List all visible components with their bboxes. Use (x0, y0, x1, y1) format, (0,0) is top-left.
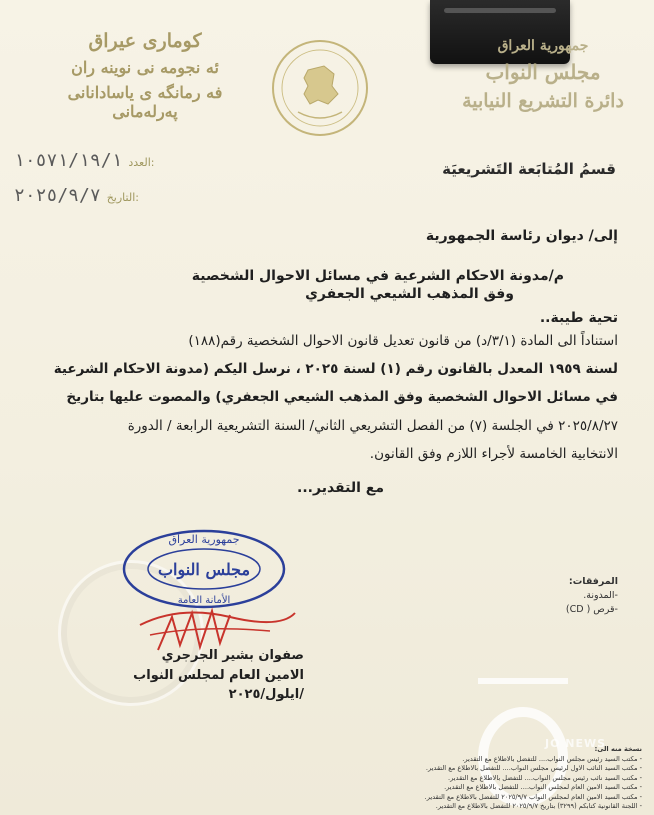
subject-line-2: وفق المذهب الشيعي الجعفري (305, 286, 514, 302)
copy-line: - مكتب السيد الامين العام لمجلس النواب ٢٠٢٥/٩/٧ للتفضل بالاطلاع مع التقدير. (424, 792, 642, 801)
subject-line-1: م/مدونة الاحكام الشرعية في مسائل الاحوال الشخصية (191, 268, 564, 284)
copy-line: - اللجنة القانونية كتابكم (٣٢٩٩) بتاريخ ٢٠٢٥/٩/٧ للتفضل بالاطلاع مع التقدير. (435, 802, 642, 810)
header-kurdish-line-3: فه رمانگه ی یاسادانانی پەرلەمانی (67, 83, 223, 121)
watermark-label: JO NEWS (545, 737, 607, 750)
stamp-center-text: مجلس النواب (157, 560, 251, 579)
section-title: قسمُ المُتابَعة التَشريعيَة (442, 160, 616, 178)
greeting: تحية طيبة.. (539, 310, 618, 326)
signatory-name: صفوان بشير الجرجري (161, 648, 304, 663)
stamp-bottom-text: الأمانة العامة (177, 595, 231, 606)
body-line-4: ٢٠٢٥/٨/٢٧ في الجلسة (٧) من الفصل التشريعي الثاني/ السنة التشريعية الرابعة / الدورة (127, 418, 618, 434)
header-kurdish-line-1: كوماری عیراق (88, 30, 202, 52)
stamp-top-text: جمهورية العراق (168, 533, 240, 546)
copy-line: - مكتب السيد النائب الاول لرئيس مجلس النواب.... للتفضل بالاطلاع مع التقدير. (425, 764, 642, 772)
header-arabic-line-3: دائرة التشريع النيابية (462, 90, 624, 112)
attachment-item: -المدونة. (583, 590, 618, 601)
parliament-emblem (272, 40, 368, 136)
header-arabic-line-1: جمهورية العراق (497, 38, 589, 54)
copy-line: - مكتب السيد الامين العام لمجلس النواب.... للتفضل بالاطلاع مع التقدير. (444, 783, 642, 791)
letter-date: ٢٠٢٥/٩/٧ (14, 185, 101, 206)
letter-number: ١٠٥٧١/١٩/١ (14, 150, 123, 171)
number-label: العدد: (128, 156, 155, 169)
body-line-1: استناداً الى المادة (٣/١/د) من قانون تعديل قانون الاحوال الشخصية رقم(١٨٨) (188, 333, 618, 349)
header-kurdish (40, 30, 250, 121)
date-row (14, 185, 214, 206)
recipient: إلى/ ديوان رئاسة الجمهورية (425, 228, 618, 244)
closing-regards: مع التقدير... (297, 480, 384, 496)
letter-meta (14, 150, 214, 220)
copy-line: - مكتب السيد رئيس مجلس النواب.... للتفضل بالاطلاع مع التقدير. (462, 754, 642, 763)
copy-line: - مكتب السيد نائب رئيس مجلس النواب.... للتفضل بالاطلاع مع التقدير. (448, 773, 642, 782)
body-line-3: في مسائل الاحوال الشخصية وفق المذهب الشيعي الجعفري) والمصوت عليها بتاريخ (66, 389, 618, 405)
number-row (14, 150, 214, 171)
signature-date: /ايلول/٢٠٢٥ (228, 687, 304, 702)
attachments-title: المرفقات: (568, 576, 618, 587)
signatory-title: الامين العام لمجلس النواب (133, 668, 304, 683)
date-label: التاريخ: (106, 191, 139, 204)
header-kurdish-line-2: ئه نجومه نی نوینه ران (71, 58, 219, 77)
attachment-item: -قرص ( CD) (565, 604, 618, 615)
header-arabic-line-2: مجلس النواب (485, 60, 601, 84)
body-line-2: لسنة ١٩٥٩ المعدل بالقانون رقم (١) لسنة ٢٠٢٥ ، نرسل اليكم (مدونة الاحكام الشرعية (53, 361, 618, 377)
header-arabic (448, 38, 638, 112)
body-line-5: الانتخابية الخامسة لأجراء اللازم وفق القانون. (369, 446, 618, 462)
copies-list (402, 745, 642, 812)
copies-title: نسخة منه الى: (594, 745, 642, 753)
